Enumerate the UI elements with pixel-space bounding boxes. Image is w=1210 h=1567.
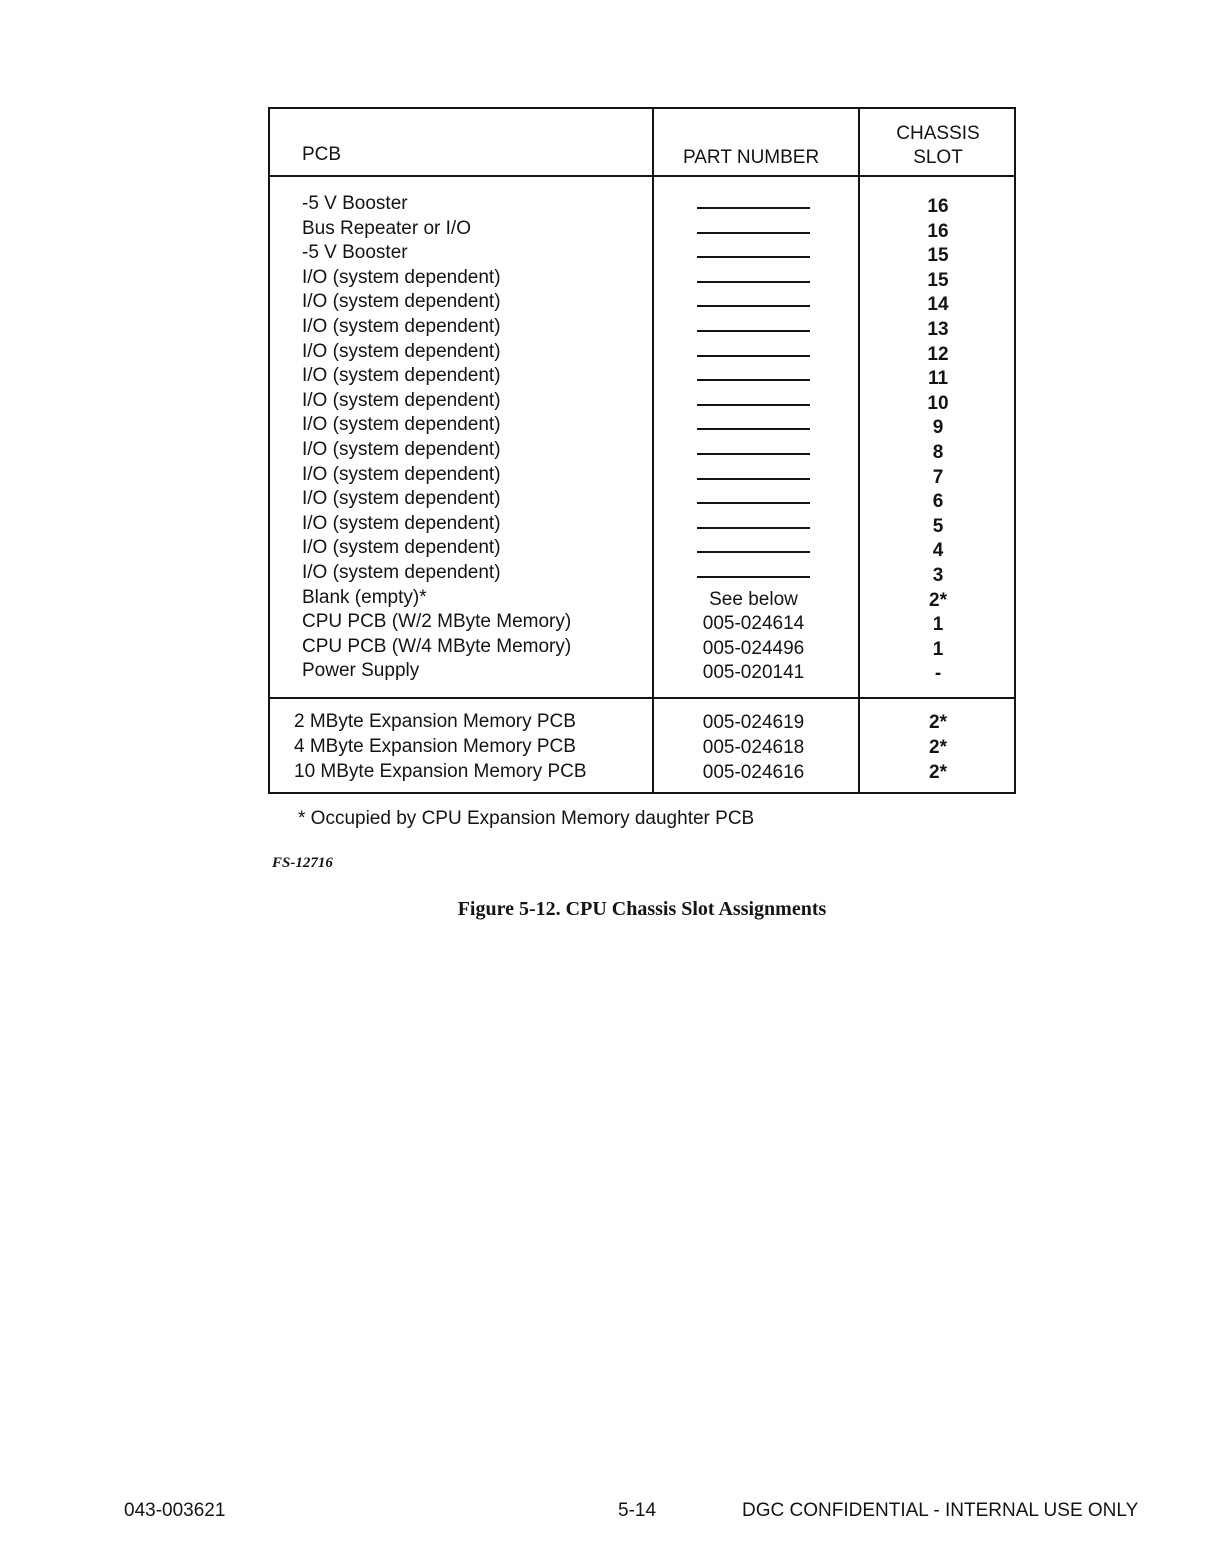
chassis-slot-cell: 4 bbox=[932, 540, 944, 562]
chassis-slot-cell: 6 bbox=[932, 491, 944, 513]
footer-page-number: 5-14 bbox=[618, 1500, 657, 1521]
figure-id: FS-12716 bbox=[272, 855, 333, 871]
chassis-slot-cell: 5 bbox=[932, 515, 944, 537]
chassis-slot-cell: 11 bbox=[927, 368, 949, 390]
expansion-part-number-cell: 005-024618 bbox=[702, 737, 805, 758]
section-divider bbox=[270, 697, 1014, 699]
figure-caption: Figure 5-12. CPU Chassis Slot Assignments bbox=[457, 898, 827, 920]
chassis-slot-cell: 7 bbox=[932, 466, 944, 488]
part-number-cell: See below bbox=[709, 588, 798, 610]
part-number-placeholder-dash bbox=[697, 281, 810, 283]
part-number-placeholder-dash bbox=[697, 478, 810, 480]
slot-assignment-table bbox=[268, 107, 1016, 794]
pcb-name-cell: I/O (system dependent) bbox=[302, 266, 501, 288]
pcb-name-cell: Blank (empty)* bbox=[302, 586, 427, 608]
header-chassis-slot-line1: CHASSIS bbox=[896, 123, 980, 144]
part-number-placeholder-dash bbox=[697, 404, 810, 406]
part-number-placeholder-dash bbox=[697, 256, 810, 258]
header-divider bbox=[270, 175, 1014, 177]
pcb-name-cell: I/O (system dependent) bbox=[302, 389, 501, 411]
header-pcb: PCB bbox=[302, 144, 342, 165]
part-number-placeholder-dash bbox=[697, 576, 810, 578]
part-number-placeholder-dash bbox=[697, 305, 810, 307]
expansion-pcb-name-cell: 10 MByte Expansion Memory PCB bbox=[294, 761, 587, 782]
chassis-slot-cell: 1 bbox=[932, 614, 944, 636]
expansion-chassis-slot-cell: 2* bbox=[929, 737, 947, 758]
expansion-chassis-slot-cell: 2* bbox=[929, 762, 947, 783]
part-number-placeholder-dash bbox=[697, 502, 810, 504]
part-number-cell: 005-020141 bbox=[702, 662, 805, 684]
pcb-name-cell: I/O (system dependent) bbox=[302, 365, 501, 387]
pcb-name-cell: CPU PCB (W/4 MByte Memory) bbox=[302, 635, 572, 657]
chassis-slot-cell: 12 bbox=[927, 343, 949, 365]
pcb-name-cell: I/O (system dependent) bbox=[302, 512, 501, 534]
expansion-pcb-name-cell: 2 MByte Expansion Memory PCB bbox=[294, 711, 576, 732]
part-number-placeholder-dash bbox=[697, 453, 810, 455]
footer-doc-number: 043-003621 bbox=[124, 1500, 226, 1521]
pcb-name-cell: I/O (system dependent) bbox=[302, 439, 501, 460]
part-number-cell: 005-024496 bbox=[702, 637, 805, 659]
pcb-name-cell: I/O (system dependent) bbox=[302, 340, 501, 362]
chassis-slot-cell: 10 bbox=[927, 392, 949, 414]
part-number-placeholder-dash bbox=[697, 207, 810, 209]
pcb-name-cell: Bus Repeater or I/O bbox=[302, 217, 471, 239]
pcb-name-cell: I/O (system dependent) bbox=[302, 414, 501, 436]
part-number-placeholder-dash bbox=[697, 379, 810, 381]
part-number-placeholder-dash bbox=[697, 232, 810, 234]
header-chassis-slot-line2: SLOT bbox=[913, 147, 963, 168]
part-number-placeholder-dash bbox=[697, 330, 810, 332]
pcb-name-cell: CPU PCB (W/2 MByte Memory) bbox=[302, 611, 572, 633]
pcb-name-cell: I/O (system dependent) bbox=[302, 562, 501, 583]
expansion-part-number-cell: 005-024619 bbox=[702, 712, 805, 733]
chassis-slot-cell: 8 bbox=[932, 442, 944, 463]
chassis-slot-cell: 3 bbox=[932, 565, 944, 586]
chassis-slot-cell: 9 bbox=[932, 417, 944, 439]
chassis-slot-cell: 15 bbox=[927, 245, 949, 267]
column-divider-pcb bbox=[652, 109, 654, 792]
pcb-name-cell: -5 V Booster bbox=[302, 193, 408, 214]
expansion-chassis-slot-cell: 2* bbox=[929, 712, 947, 733]
chassis-slot-cell: 2* bbox=[929, 589, 947, 611]
pcb-name-cell: -5 V Booster bbox=[302, 242, 408, 264]
pcb-name-cell: Power Supply bbox=[302, 660, 420, 682]
part-number-placeholder-dash bbox=[697, 355, 810, 357]
expansion-pcb-name-cell: 4 MByte Expansion Memory PCB bbox=[294, 736, 576, 757]
pcb-name-cell: I/O (system dependent) bbox=[302, 537, 501, 559]
footer-confidential-notice: DGC CONFIDENTIAL - INTERNAL USE ONLY bbox=[742, 1500, 1139, 1521]
footnote: * Occupied by CPU Expansion Memory daughter PCB bbox=[298, 808, 755, 829]
pcb-name-cell: I/O (system dependent) bbox=[302, 463, 501, 485]
part-number-cell: 005-024614 bbox=[702, 613, 805, 635]
chassis-slot-cell: 16 bbox=[927, 220, 949, 242]
pcb-name-cell: I/O (system dependent) bbox=[302, 316, 501, 337]
part-number-placeholder-dash bbox=[697, 527, 810, 529]
part-number-placeholder-dash bbox=[697, 428, 810, 430]
pcb-name-cell: I/O (system dependent) bbox=[302, 488, 501, 510]
chassis-slot-cell: 13 bbox=[927, 319, 949, 340]
chassis-slot-cell: 1 bbox=[932, 638, 944, 660]
part-number-placeholder-dash bbox=[697, 551, 810, 553]
chassis-slot-cell: 14 bbox=[927, 294, 949, 316]
chassis-slot-cell: 16 bbox=[927, 196, 949, 217]
header-part-number: PART NUMBER bbox=[683, 147, 820, 168]
expansion-part-number-cell: 005-024616 bbox=[702, 762, 805, 783]
chassis-slot-cell: - bbox=[934, 663, 942, 685]
chassis-slot-cell: 15 bbox=[927, 269, 949, 291]
pcb-name-cell: I/O (system dependent) bbox=[302, 291, 501, 313]
